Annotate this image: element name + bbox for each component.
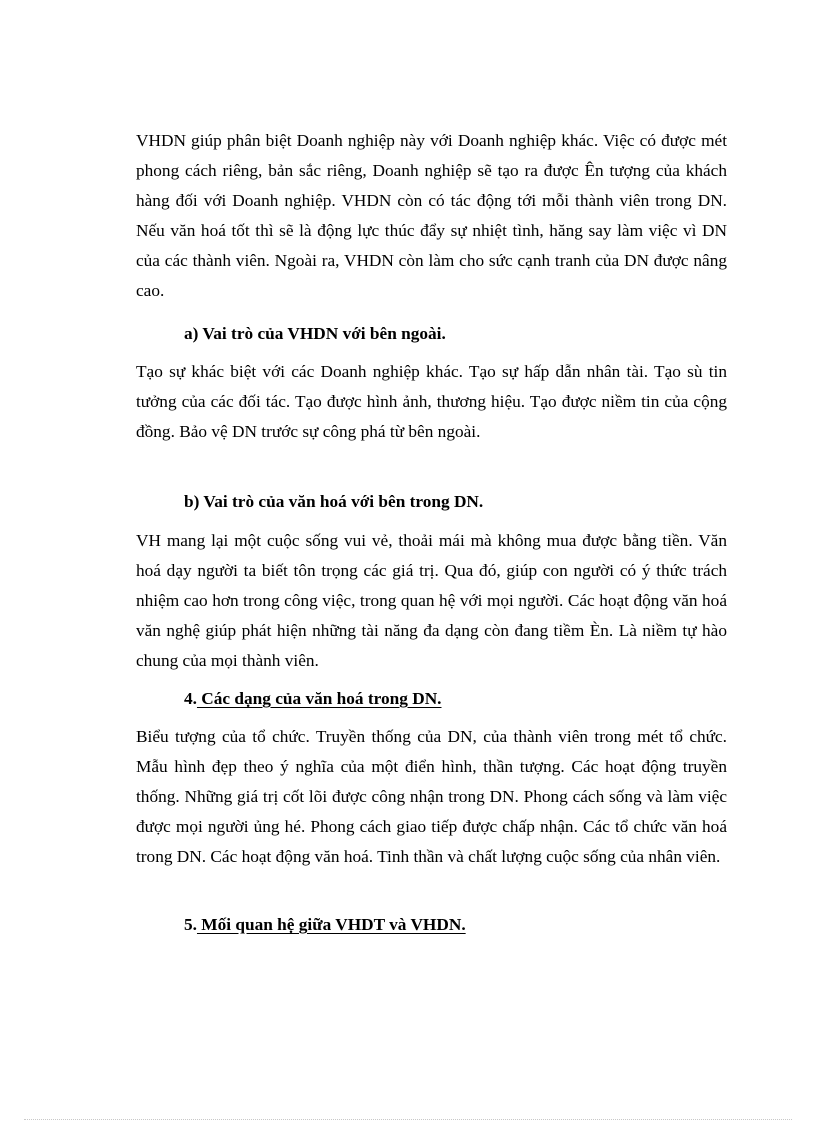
page-bottom-rule	[24, 1119, 792, 1120]
paragraph-external-role: Tạo sự khác biệt với các Doanh nghiệp khác. Tạo sự hấp dẫn nhân tài. Tạo sù tin tưởng của các đối tác. Tạo được hình ảnh, thương hiệu. Tạo được niềm tin của cộng đồng. Bảo vệ DN trước sự công phá từ bên ngoài.	[136, 362, 727, 442]
heading-5-number: 5.	[184, 915, 197, 934]
heading-5-relationship	[184, 910, 466, 940]
heading-a-external-role: a) Vai trò của VHDN với bên ngoài.	[184, 324, 446, 343]
heading-4-number: 4.	[184, 689, 197, 708]
heading-4-culture-forms	[184, 684, 442, 714]
heading-b-internal-role: b) Vai trò của văn hoá với bên trong DN.	[184, 492, 484, 511]
heading-5-title: Mối quan hệ giữa VHDT và VHDN.	[196, 915, 466, 934]
heading-4-title: Các dạng của văn hoá trong DN.	[196, 689, 442, 708]
intro-paragraph: VHDN giúp phân biệt Doanh nghiệp này với Doanh nghiệp khác. Việc có được mét phong cách riêng, bản sắc riêng, Doanh nghiệp sẽ tạo ra được Ên tượng của khách hàng đối với Doanh nghiệp. VHDN còn có tác động tới mỗi thành viên trong DN. Nếu văn hoá tốt thì sẽ là động lực thúc đẩy sự nhiệt tình, hăng say làm việc vì DN của các thành viên. Ngoài ra, VHDN còn làm cho sức cạnh tranh của DN được nâng cao.	[136, 131, 727, 301]
paragraph-internal-role: VH mang lại một cuộc sống vui vẻ, thoải mái mà không mua được bằng tiền. Văn hoá dạy người ta biết tôn trọng các giá trị. Qua đó, giúp con người có ý thức trách nhiệm cao hơn trong công việc, trong quan hệ với mọi người. Các hoạt động văn hoá văn nghệ giúp phát hiện những tài năng đa dạng còn đang tiềm Èn. Là niềm tự hào chung của mọi thành viên.	[136, 531, 727, 671]
paragraph-culture-forms: Biểu tượng của tổ chức. Truyền thống của DN, của thành viên trong mét tổ chức. Mẫu hình đẹp theo ý nghĩa của một điển hình, thần tượng. Các hoạt động truyền thống. Những giá trị cốt lõi được công nhận trong DN. Phong cách sống và làm việc được mọi người ủng hé. Phong cách giao tiếp được chấp nhận. Các tổ chức văn hoá trong DN. Các hoạt động văn hoá. Tinh thần và chất lượng cuộc sống của nhân viên.	[136, 727, 727, 867]
